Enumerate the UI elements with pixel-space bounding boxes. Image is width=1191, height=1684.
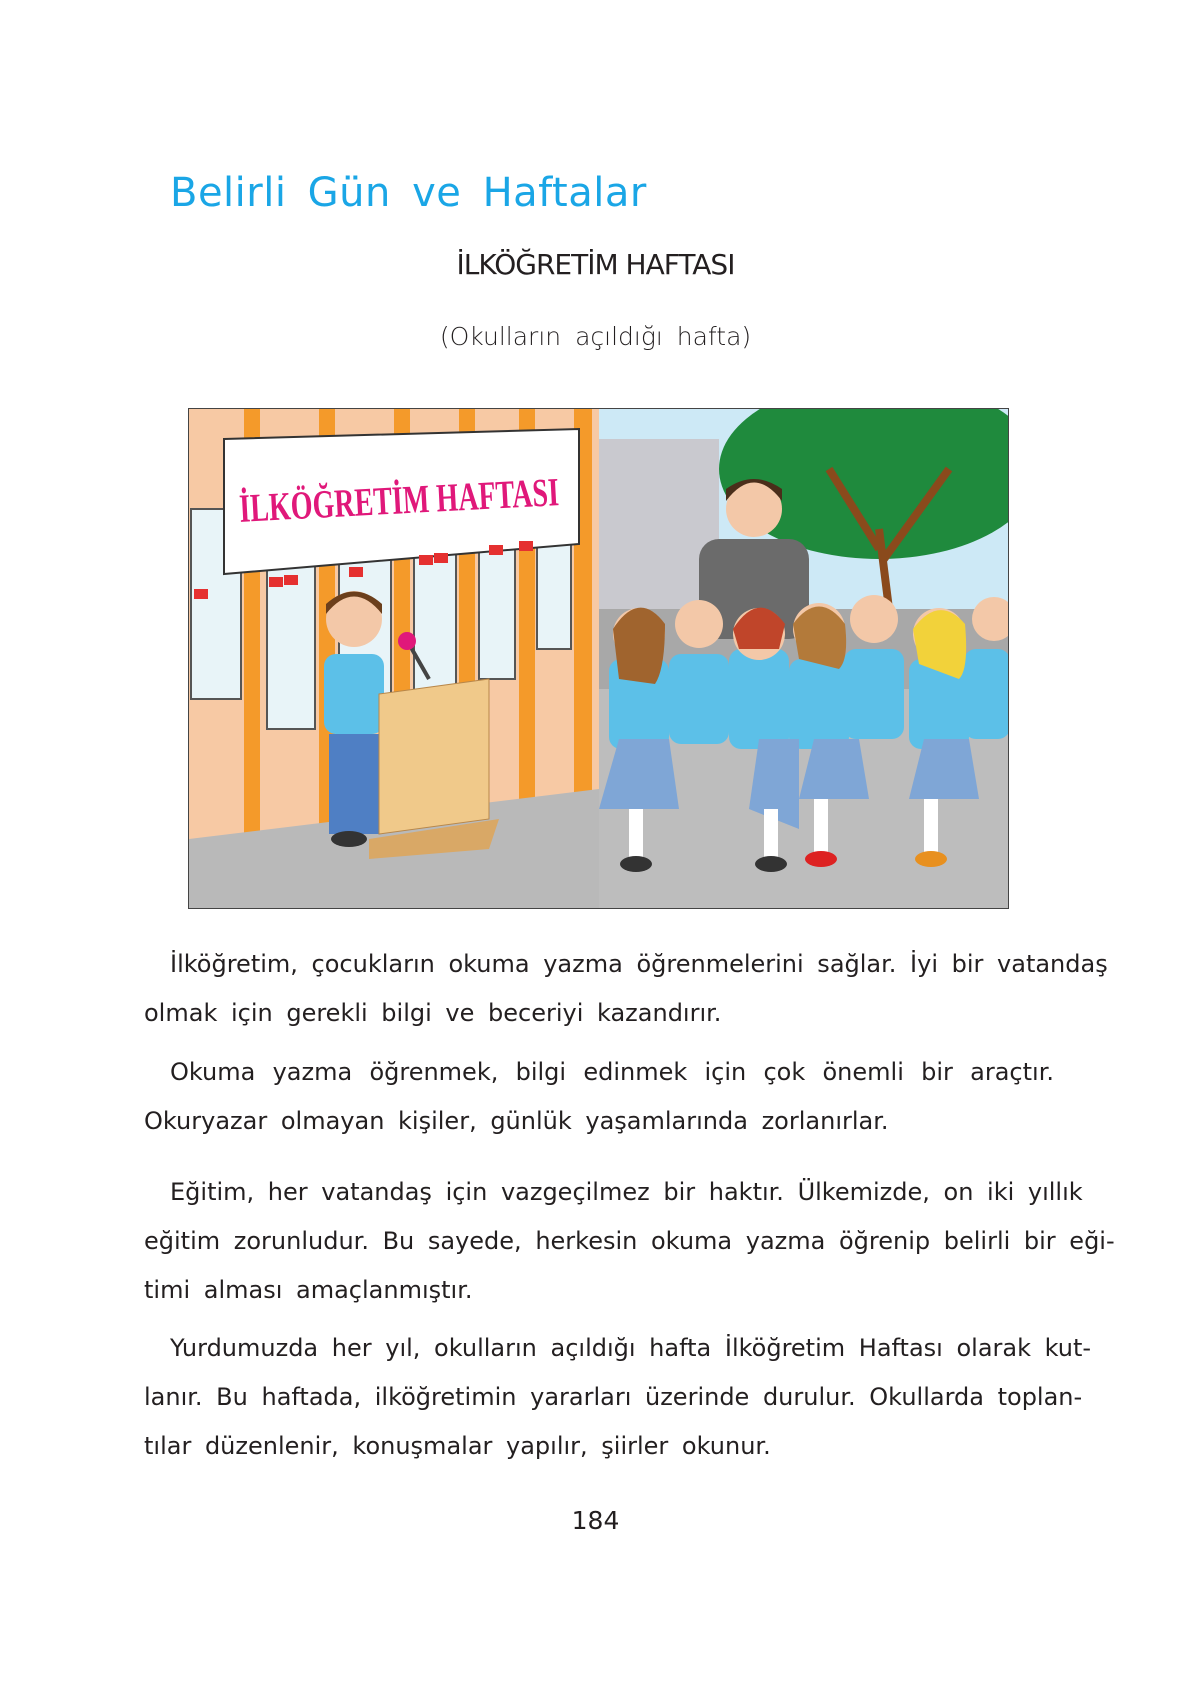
illustration-school-ceremony xyxy=(188,408,1009,909)
speaking-student xyxy=(324,591,384,847)
paragraph-2 xyxy=(144,1048,1054,1146)
paragraph-4 xyxy=(144,1324,1092,1471)
text-line: tılar düzenlenir, konuşmalar yapılır, şiirler okunur. xyxy=(144,1432,771,1460)
page-number: 184 xyxy=(571,1506,620,1535)
text-line: Okuryazar olmayan kişiler, günlük yaşamlarında zorlanırlar. xyxy=(144,1107,889,1135)
illustration-svg xyxy=(189,409,1009,909)
text-line: olmak için gerekli bilgi ve beceriyi kazandırır. xyxy=(144,999,722,1027)
paragraph-1 xyxy=(144,940,1108,1038)
text-line: eğitim zorunludur. Bu sayede, herkesin okuma yazma öğrenip belirli bir eği- xyxy=(144,1227,1115,1255)
page-subheading: (Okulların açıldığı hafta) xyxy=(439,322,752,351)
text-line: lanır. Bu haftada, ilköğretimin yararları üzerinde durulur. Okullarda toplan- xyxy=(144,1383,1083,1411)
text-line: Yurdumuzda her yıl, okulların açıldığı hafta İlköğretim Haftası olarak kut- xyxy=(170,1334,1092,1362)
text-line: Okuma yazma öğrenmek, bilgi edinmek için çok önemli bir araçtır. xyxy=(170,1058,1054,1086)
paragraph-3 xyxy=(144,1168,1115,1315)
text-line: İlköğretim, çocukların okuma yazma öğrenmelerini sağlar. İyi bir vatandaş xyxy=(170,950,1108,978)
page-heading: İLKÖĞRETİM HAFTASI xyxy=(456,248,735,281)
banner-text: İLKÖĞRETİM HAFTASI xyxy=(238,462,696,531)
section-title: Belirli Gün ve Haftalar xyxy=(170,170,647,216)
text-line: timi alması amaçlanmıştır. xyxy=(144,1276,473,1304)
text-line: Eğitim, her vatandaş için vazgeçilmez bir haktır. Ülkemizde, on iki yıllık xyxy=(170,1178,1083,1206)
